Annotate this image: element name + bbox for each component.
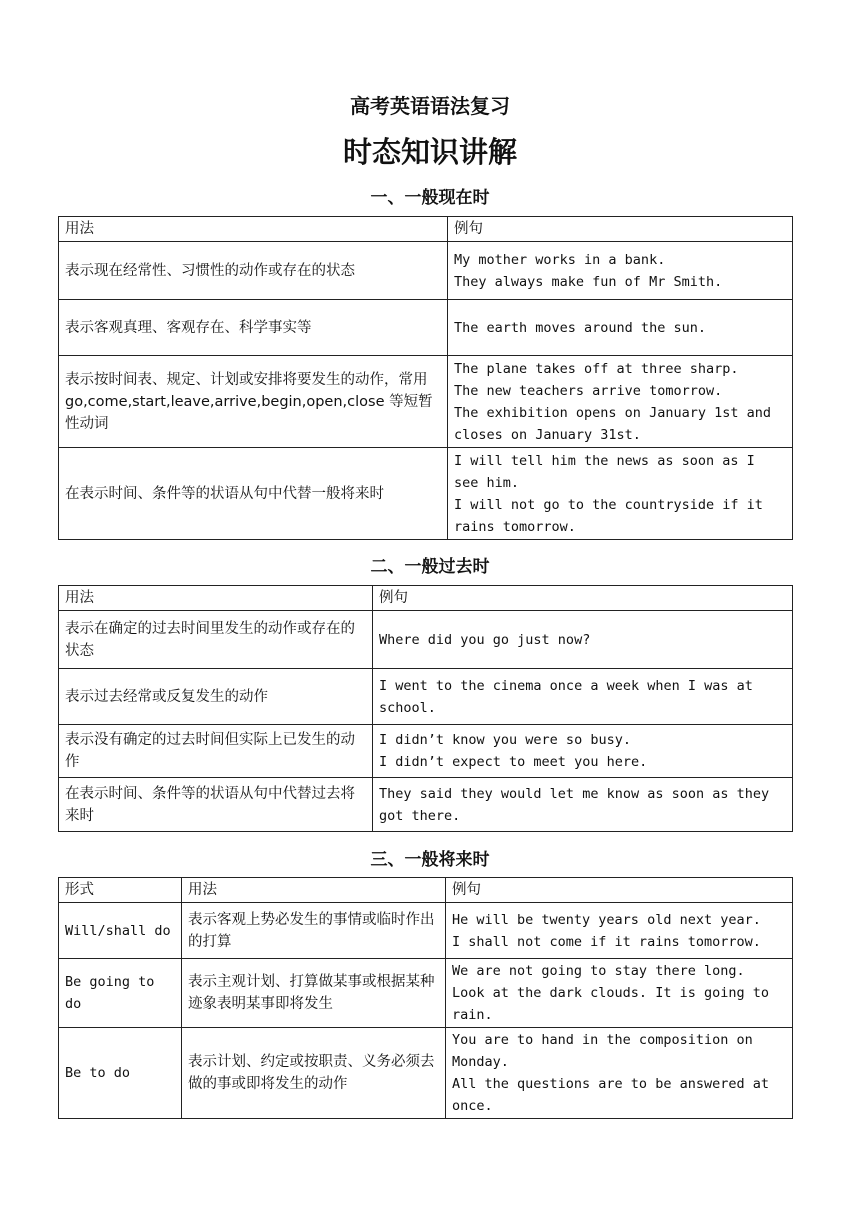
table-row: [59, 242, 793, 300]
page-title: 高考英语语法复习: [350, 94, 510, 118]
table-row: [59, 959, 793, 1028]
form-cell: Will/shall do: [59, 903, 182, 959]
usage-cell: 表示计划、约定或按职责、义务必须去做的事或即将发生的动作: [182, 1028, 446, 1119]
example-sentence: I didn’t know you were so busy.: [379, 732, 631, 748]
example-sentence: I will not go to the countryside if it rains tomorrow.: [454, 496, 763, 535]
table-row: [59, 725, 793, 778]
table-header-row: [59, 217, 793, 242]
table-header-row: [59, 878, 793, 903]
table-row: [59, 669, 793, 725]
example-cell: [448, 300, 793, 356]
example-sentence: My mother works in a bank.: [454, 251, 666, 268]
example-sentence: The new teachers arrive tomorrow.: [454, 382, 723, 399]
table-row: [59, 448, 793, 540]
table-row: [59, 903, 793, 959]
example-sentence: The plane takes off at three sharp.: [454, 360, 739, 377]
usage-cell: 表示过去经常或反复发生的动作: [59, 669, 373, 725]
example-cell: [446, 959, 793, 1028]
example-cell: [446, 1028, 793, 1119]
table-row: [59, 300, 793, 356]
section-heading: 二、一般过去时: [370, 557, 490, 577]
column-header: 例句: [446, 878, 793, 903]
example-cell: [373, 611, 793, 669]
example-sentence: I didn’t expect to meet you here.: [379, 754, 648, 770]
example-cell: [448, 356, 793, 448]
example-cell: [373, 669, 793, 725]
usage-cell: 在表示时间、条件等的状语从句中代替过去将来时: [59, 778, 373, 832]
example-sentence: The earth moves around the sun.: [454, 319, 706, 336]
form-cell: Be going to do: [59, 959, 182, 1028]
form-cell: Be to do: [59, 1028, 182, 1119]
usage-cell: 表示按时间表、规定、计划或安排将要发生的动作，常用 go,come,start,leave,arrive,begin,open,close 等短暂性动词: [59, 356, 448, 448]
column-header: 用法: [59, 586, 373, 611]
table-row: [59, 1028, 793, 1119]
table-row: [59, 611, 793, 669]
simple-present-table: [58, 216, 793, 540]
example-sentence: He will be twenty years old next year.: [452, 911, 761, 928]
section-heading: 三、一般将来时: [370, 850, 490, 870]
example-cell: [373, 725, 793, 778]
column-header: 用法: [59, 217, 448, 242]
column-header: 用法: [182, 878, 446, 903]
example-sentence: Look at the dark clouds. It is going to rain.: [452, 985, 769, 1023]
example-cell: [448, 242, 793, 300]
usage-cell: 表示客观真理、客观存在、科学事实等: [59, 300, 448, 356]
example-sentence: I will tell him the news as soon as I see him.: [454, 452, 755, 491]
example-cell: [448, 448, 793, 540]
usage-cell: 表示现在经常性、习惯性的动作或存在的状态: [59, 242, 448, 300]
example-sentence: They said they would let me know as soon as they got there.: [379, 785, 770, 824]
column-header: 例句: [448, 217, 793, 242]
table-row: [59, 356, 793, 448]
example-cell: [373, 778, 793, 832]
simple-past-table: [58, 585, 793, 832]
usage-cell: 表示主观计划、打算做某事或根据某种迹象表明某事即将发生: [182, 959, 446, 1028]
example-sentence: The exhibition opens on January 1st and closes on January 31st.: [454, 404, 771, 443]
simple-future-table: [58, 877, 793, 1119]
column-header: 例句: [373, 586, 793, 611]
example-sentence: You are to hand in the composition on Monday.: [452, 1032, 753, 1070]
usage-cell: 表示在确定的过去时间里发生的动作或存在的状态: [59, 611, 373, 669]
table-header-row: [59, 586, 793, 611]
example-sentence: All the questions are to be answered at once.: [452, 1076, 769, 1114]
example-sentence: They always make fun of Mr Smith.: [454, 273, 723, 290]
table-row: [59, 778, 793, 832]
usage-cell: 在表示时间、条件等的状语从句中代替一般将来时: [59, 448, 448, 540]
usage-cell: 表示没有确定的过去时间但实际上已发生的动作: [59, 725, 373, 778]
page-subtitle: 时态知识讲解: [342, 135, 517, 169]
column-header: 形式: [59, 878, 182, 903]
example-cell: [446, 903, 793, 959]
usage-cell: 表示客观上势必发生的事情或临时作出的打算: [182, 903, 446, 959]
example-sentence: I went to the cinema once a week when I was at school.: [379, 677, 753, 716]
example-sentence: Where did you go just now?: [379, 631, 591, 648]
section-heading: 一、一般现在时: [370, 188, 490, 208]
example-sentence: We are not going to stay there long.: [452, 963, 745, 979]
example-sentence: I shall not come if it rains tomorrow.: [452, 933, 761, 950]
